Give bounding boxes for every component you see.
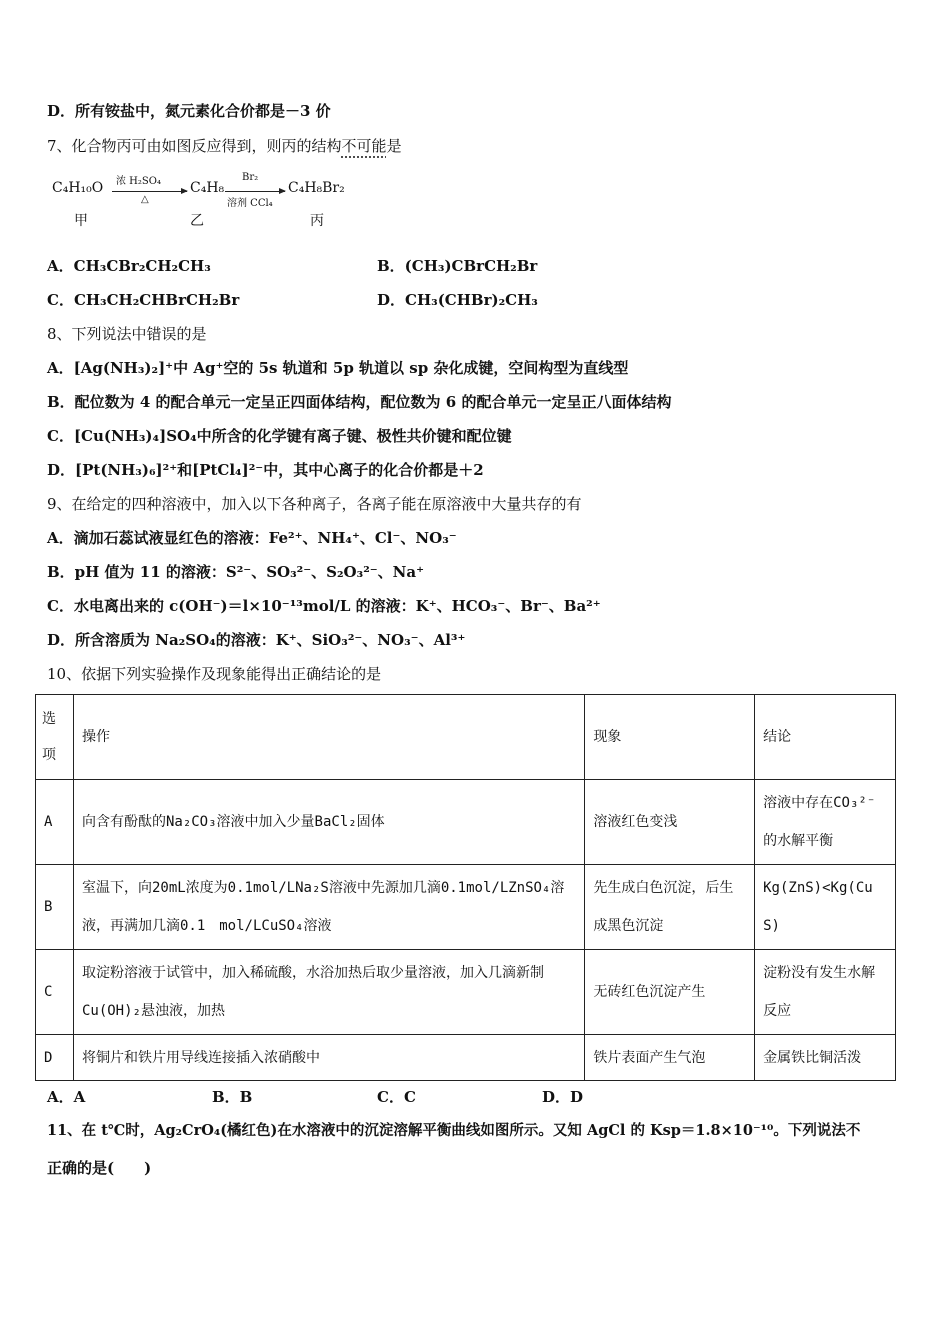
table-row <box>36 950 896 1035</box>
q11-stem-line1: 11、在 t℃时，Ag₂CrO₄(橘红色)在水溶液中的沉淀溶解平衡曲线如图所示。又知 AgCl 的 Ksp＝1.8×10⁻¹⁰。下列说法不 <box>47 1122 861 1139</box>
table-header-row <box>36 695 896 780</box>
reaction-arrow-2 <box>225 191 285 192</box>
q11-stem-line2: 正确的是( ) <box>47 1159 152 1177</box>
q7-option-b: B．(CH₃)CBrCH₂Br <box>377 257 538 275</box>
row-operation: 取淀粉溶液于试管中，加入稀硫酸，水浴加热后取少量溶液，加入几滴新制Cu(OH)₂悬浊液，加热 <box>73 950 584 1035</box>
q7-stem-post: 是 <box>386 137 402 155</box>
row-phenomenon: 溶液红色变浅 <box>585 780 755 865</box>
reaction-arrow-1 <box>112 191 187 192</box>
row-operation: 室温下，向20mL浓度为0.1mol/LNa₂S溶液中先源加几滴0.1mol/LZnSO₄溶液，再满加几滴0.1 mol/LCuSO₄溶液 <box>73 865 584 950</box>
table-row <box>36 780 896 865</box>
q9-option-a: A．滴加石蕊试液显红色的溶液：Fe²⁺、NH₄⁺、Cl⁻、NO₃⁻ <box>47 529 457 547</box>
q10-answer-a: A．A <box>47 1088 86 1106</box>
header-conclusion: 结论 <box>755 695 896 780</box>
q10-answer-b: B．B <box>212 1088 253 1106</box>
q6-option-d: D．所有铵盐中，氮元素化合价都是－3 价 <box>47 102 331 120</box>
label-jia: 甲 <box>74 213 88 229</box>
q10-answer-d: D．D <box>542 1088 584 1106</box>
q7-option-a: A．CH₃CBr₂CH₂CH₃ <box>47 257 211 275</box>
experiment-table <box>35 694 896 1081</box>
row-conclusion: Kg(ZnS)<Kg(CuS) <box>755 865 896 950</box>
row-option: C <box>36 950 74 1035</box>
label-yi: 乙 <box>190 213 204 229</box>
condition-2-top: Br₂ <box>242 172 259 183</box>
intermediate-formula: C₄H₈ <box>190 180 225 196</box>
q9-option-b: B．pH 值为 11 的溶液：S²⁻、SO₃²⁻、S₂O₃²⁻、Na⁺ <box>47 563 425 581</box>
q10-stem: 10、依据下列实验操作及现象能得出正确结论的是 <box>47 665 382 683</box>
q7-stem-pre: 7、化合物丙可由如图反应得到，则丙的结构 <box>47 137 342 155</box>
row-phenomenon: 铁片表面产生气泡 <box>585 1035 755 1081</box>
row-option: D <box>36 1035 74 1081</box>
q10-answer-c: C．C <box>377 1088 416 1106</box>
q7-option-c: C．CH₃CH₂CHBrCH₂Br <box>47 291 240 309</box>
header-phenomenon: 现象 <box>585 695 755 780</box>
table-row <box>36 1035 896 1081</box>
header-option: 选项 <box>36 695 74 780</box>
row-conclusion: 溶液中存在CO₃²⁻的水解平衡 <box>755 780 896 865</box>
product-formula: C₄H₈Br₂ <box>288 180 345 196</box>
reaction-scheme <box>52 172 362 230</box>
row-conclusion: 淀粉没有发生水解反应 <box>755 950 896 1035</box>
q7-stem <box>47 136 402 156</box>
q9-option-c: C．水电离出来的 c(OH⁻)＝l×10⁻¹³mol/L 的溶液：K⁺、HCO₃⁻、Br⁻、Ba²⁺ <box>47 597 601 615</box>
q8-option-c: C．[Cu(NH₃)₄]SO₄中所含的化学键有离子键、极性共价键和配位键 <box>47 427 512 445</box>
condition-2-bottom: 溶剂 CCl₄ <box>227 198 273 209</box>
table-row <box>36 865 896 950</box>
q9-option-d: D．所含溶质为 Na₂SO₄的溶液：K⁺、SiO₃²⁻、NO₃⁻、Al³⁺ <box>47 631 466 649</box>
row-option: A <box>36 780 74 865</box>
header-operation: 操作 <box>73 695 584 780</box>
q7-stem-emphasis: 不可能 <box>341 137 387 155</box>
q8-option-b: B．配位数为 4 的配合单元一定呈正四面体结构，配位数为 6 的配合单元一定呈正八面体结构 <box>47 393 672 411</box>
q8-stem: 8、下列说法中错误的是 <box>47 325 207 343</box>
row-conclusion: 金属铁比铜活泼 <box>755 1035 896 1081</box>
q8-option-d: D．[Pt(NH₃)₆]²⁺和[PtCl₄]²⁻中，其中心离子的化合价都是＋2 <box>47 461 484 479</box>
reactant-formula: C₄H₁₀O <box>52 180 104 196</box>
label-bing: 丙 <box>310 213 324 229</box>
q9-stem: 9、在给定的四种溶液中，加入以下各种离子，各离子能在原溶液中大量共存的有 <box>47 495 582 513</box>
row-phenomenon: 先生成白色沉淀，后生成黑色沉淀 <box>585 865 755 950</box>
row-option: B <box>36 865 74 950</box>
row-phenomenon: 无砖红色沉淀产生 <box>585 950 755 1035</box>
q8-option-a: A．[Ag(NH₃)₂]⁺中 Ag⁺空的 5s 轨道和 5p 轨道以 sp 杂化成键，空间构型为直线型 <box>47 359 629 377</box>
row-operation: 将铜片和铁片用导线连接插入浓硝酸中 <box>73 1035 584 1081</box>
q7-option-d: D．CH₃(CHBr)₂CH₃ <box>377 291 538 309</box>
row-operation: 向含有酚酞的Na₂CO₃溶液中加入少量BaCl₂固体 <box>73 780 584 865</box>
condition-1-top: 浓 H₂SO₄ <box>116 176 161 187</box>
condition-1-bottom: △ <box>141 194 149 205</box>
